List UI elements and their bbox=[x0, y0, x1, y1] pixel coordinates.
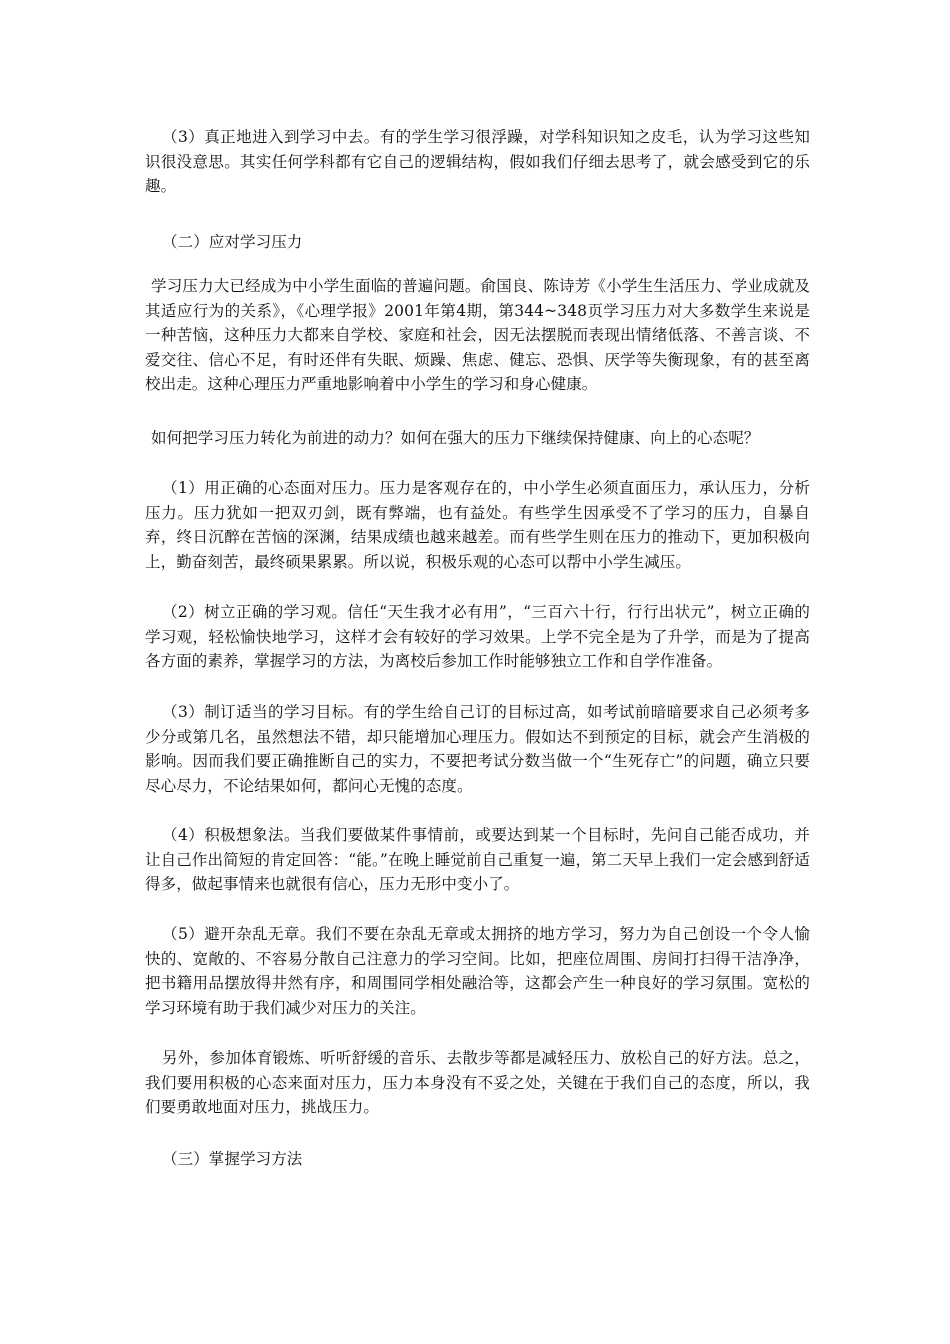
paragraph-summary: 另外，参加体育锻炼、听听舒缓的音乐、去散步等都是减轻压力、放松自己的好方法。总之，我们要用积极的心态来面对压力，压力本身没有不妥之处，关键在于我们自己的态度，所以，我们要勇敢地面对压力，挑战压力。 bbox=[145, 1049, 810, 1116]
paragraph-item-2: （2）树立正确的学习观。信任“天生我才必有用”，“三百六十行，行行出状元”，树立正确的学习观，轻松愉快地学习，这样才会有较好的学习效果。上学不完全是为了升学，而是为了提高各方面的素养，掌握学习的方法，为离校后参加工作时能够独立工作和自学作准备。 bbox=[145, 603, 810, 670]
paragraph-item-1: （1）用正确的心态面对压力。压力是客观存在的，中小学生必须直面压力，承认压力，分析压力。压力犹如一把双刃剑，既有弊端，也有益处。有些学生因承受不了学习的压力，自暴自弃，终日沉醉在苦恼的深渊，结果成绩也越来越差。而有些学生则在压力的推动下，更加积极向上，勤奋刻苦，最终硕果累累。所以说，积极乐观的心态可以帮中小学生减压。 bbox=[145, 479, 810, 571]
section-heading-study-methods: （三）掌握学习方法 bbox=[162, 1150, 303, 1168]
paragraph-item-3: （3）制订适当的学习目标。有的学生给自己订的目标过高，如考试前暗暗要求自己必须考多少分或第几名，虽然想法不错，却只能增加心理压力。假如达不到预定的目标，就会产生消极的影响。因而我们要正确推断自己的实力，不要把考试分数当做一个“生死存亡”的问题，确立只要尽心尽力，不论结果如何，都问心无愧的态度。 bbox=[145, 703, 810, 795]
paragraph-pressure-intro: 学习压力大已经成为中小学生面临的普遍问题。俞国良、陈诗芳《小学生生活压力、学业成就及其适应行为的关系》，《心理学报》2001年第4期，第344~348页学习压力对大多数学生来说是一种苦恼，这种压力大都来自学校、家庭和社会，因无法摆脱而表现出情绪低落、不善言谈、不爱交往、信心不足，有时还伴有失眠、烦躁、焦虑、健忘、恐惧、厌学等失衡现象，有的甚至离校出走。这种心理压力严重地影响着中小学生的学习和身心健康。 bbox=[145, 277, 810, 393]
paragraph-pressure-question: 如何把学习压力转化为前进的动力？如何在强大的压力下继续保持健康、向上的心态呢？ bbox=[151, 429, 760, 447]
section-heading-study-pressure: （二）应对学习压力 bbox=[162, 233, 303, 251]
paragraph-item-4: （4）积极想象法。当我们要做某件事情前，或要达到某一个目标时，先问自己能否成功，并让自己作出简短的肯定回答：“能。”在晚上睡觉前自己重复一遍，第二天早上我们一定会感到舒适得多，做起事情来也就很有信心，压力无形中变小了。 bbox=[145, 826, 810, 893]
paragraph-item-5: （5）避开杂乱无章。我们不要在杂乱无章或太拥挤的地方学习，努力为自己创设一个令人愉快的、宽敞的、不容易分散自己注意力的学习空间。比如，把座位周围、房间打扫得干洁净净，把书籍用品摆放得井然有序，和周围同学相处融洽等，这都会产生一种良好的学习氛围。宽松的学习环境有助于我们减少对压力的关注。 bbox=[145, 925, 810, 1017]
paragraph-learning-focus: （3）真正地进入到学习中去。有的学生学习很浮躁，对学科知识知之皮毛，认为学习这些知识很没意思。其实任何学科都有它自己的逻辑结构，假如我们仔细去思考了，就会感受到它的乐趣。 bbox=[145, 128, 810, 195]
